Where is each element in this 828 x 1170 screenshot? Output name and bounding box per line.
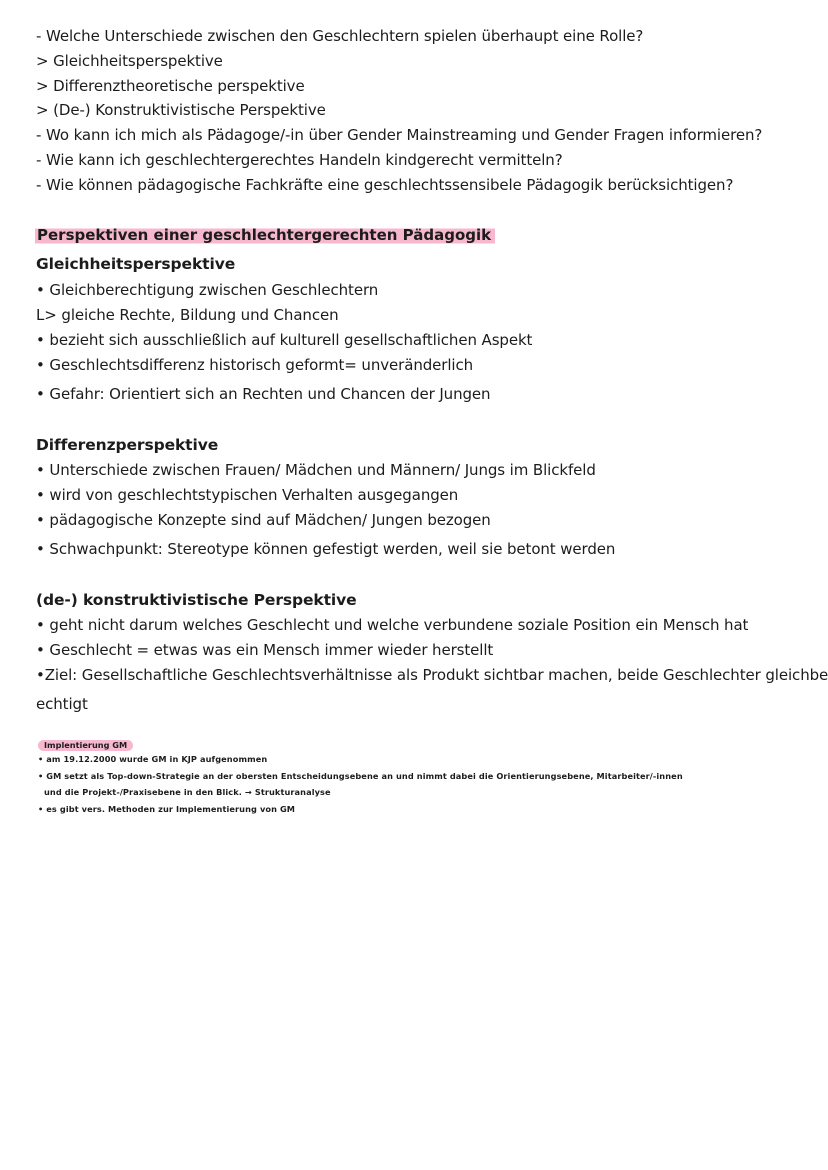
question-line: - Wie kann ich geschlechtergerechtes Handeln kindgerecht vermitteln? xyxy=(36,151,563,169)
differenz-heading: Differenzperspektive xyxy=(36,436,219,454)
gleichheit-line: • Gefahr: Orientiert sich an Rechten und Chancen der Jungen xyxy=(36,385,491,403)
question-line: - Wie können pädagogische Fachkräfte eine geschlechtssensibele Pädagogik berücksichtigen? xyxy=(36,176,734,194)
konstruktiv-heading: (de-) konstruktivistische Perspektive xyxy=(36,591,357,609)
konstruktiv-line: • geht nicht darum welches Geschlecht und welche verbundene soziale Position ein Mensch hat xyxy=(36,616,749,634)
differenz-line: • Schwachpunkt: Stereotype können gefestigt werden, weil sie betont werden xyxy=(36,540,616,558)
question-line: > Differenztheoretische perspektive xyxy=(36,77,305,95)
question-line: - Wo kann ich mich als Pädagoge/-in über Gender Mainstreaming und Gender Fragen informieren? xyxy=(36,126,763,144)
gleichheit-heading: Gleichheitsperspektive xyxy=(36,255,236,273)
gleichheit-line: • Geschlechtsdifferenz historisch geformt= unveränderlich xyxy=(36,356,474,374)
implementierung-line: und die Projekt-/Praxisebene in den Blick. → Strukturanalyse xyxy=(44,787,331,797)
gleichheit-line: • bezieht sich ausschließlich auf kulturell gesellschaftlichen Aspekt xyxy=(36,331,533,349)
differenz-line: • Unterschiede zwischen Frauen/ Mädchen und Männern/ Jungs im Blickfeld xyxy=(36,461,596,479)
implementierung-line: • es gibt vers. Methoden zur Implementierung von GM xyxy=(38,804,296,814)
gleichheit-line: L> gleiche Rechte, Bildung und Chancen xyxy=(36,306,339,324)
implementierung-line: • am 19.12.2000 wurde GM in KJP aufgenommen xyxy=(38,754,268,764)
implementierung-line: • GM setzt als Top-down-Strategie an der obersten Entscheidungsebene an und nimmt dabei die Orientierungsebene, Mitarbeiter/-innen xyxy=(38,771,683,781)
konstruktiv-line: •Ziel: Gesellschaftliche Geschlechtsverhältnisse als Produkt sichtbar machen, beide Geschlechter gleichbe xyxy=(36,666,828,684)
question-line: > Gleichheitsperspektive xyxy=(36,52,223,70)
konstruktiv-line: • Geschlecht = etwas was ein Mensch immer wieder herstellt xyxy=(36,641,494,659)
question-line: > (De-) Konstruktivistische Perspektive xyxy=(36,101,326,119)
implementierung-heading-highlighted: Implentierung GM xyxy=(38,740,133,751)
gleichheit-line: • Gleichberechtigung zwischen Geschlechtern xyxy=(36,281,379,299)
konstruktiv-line: echtigt xyxy=(36,695,88,713)
differenz-line: • wird von geschlechtstypischen Verhalten ausgegangen xyxy=(36,486,459,504)
section-title-highlighted: Perspektiven einer geschlechtergerechten Pädagogik xyxy=(35,224,495,246)
differenz-line: • pädagogische Konzepte sind auf Mädchen/ Jungen bezogen xyxy=(36,511,491,529)
question-line: - Welche Unterschiede zwischen den Geschlechtern spielen überhaupt eine Rolle? xyxy=(36,27,644,45)
